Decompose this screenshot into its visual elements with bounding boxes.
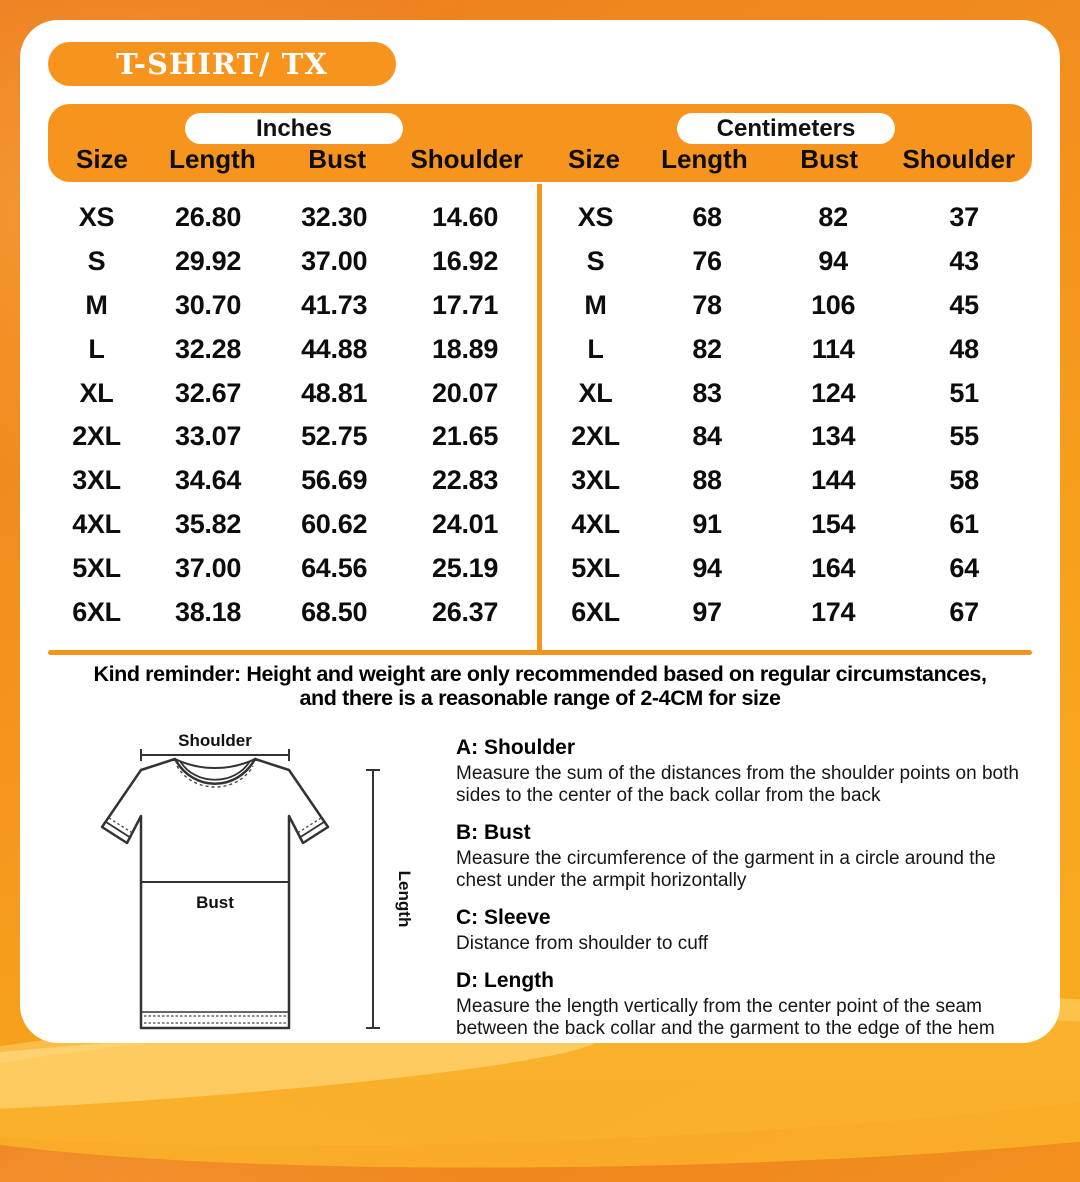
value-cell: 17.71 bbox=[432, 289, 499, 320]
value-cell: 38.18 bbox=[175, 596, 242, 627]
value-cell: 32.30 bbox=[301, 202, 368, 233]
table-row bbox=[547, 503, 1032, 547]
value-cell: 37 bbox=[949, 202, 979, 233]
column-header-shoulder: Shoulder bbox=[410, 144, 524, 174]
value-cell: 18.89 bbox=[432, 333, 499, 364]
value-cell: 33.07 bbox=[175, 421, 242, 452]
table-header-band bbox=[48, 104, 1032, 182]
column-header-size: Size bbox=[567, 144, 621, 174]
value-cell: 78 bbox=[692, 289, 722, 320]
size-cell: 6XL bbox=[571, 596, 620, 627]
size-cell: 2XL bbox=[571, 421, 620, 452]
value-cell: 25.19 bbox=[432, 552, 499, 583]
size-cell: M bbox=[584, 289, 607, 320]
value-cell: 32.67 bbox=[175, 377, 242, 408]
value-cell: 32.28 bbox=[175, 333, 242, 364]
table-row bbox=[547, 371, 1032, 415]
table-row bbox=[547, 546, 1032, 590]
size-cell: 5XL bbox=[72, 552, 121, 583]
value-cell: 67 bbox=[949, 596, 979, 627]
column-header-shoulder: Shoulder bbox=[902, 144, 1016, 174]
size-cell: 3XL bbox=[571, 465, 620, 496]
size-cell: S bbox=[87, 246, 106, 277]
value-cell: 41.73 bbox=[301, 289, 368, 320]
instruction-heading: A: Shoulder bbox=[456, 736, 575, 759]
inches-unit-pill: Inches bbox=[185, 113, 403, 144]
value-cell: 84 bbox=[692, 421, 722, 452]
column-header-bust: Bust bbox=[308, 144, 367, 174]
value-cell: 60.62 bbox=[301, 508, 368, 539]
table-row bbox=[48, 327, 533, 371]
value-cell: 22.83 bbox=[432, 465, 499, 496]
value-cell: 97 bbox=[692, 596, 722, 627]
table-row bbox=[547, 284, 1032, 328]
value-cell: 144 bbox=[811, 465, 856, 496]
inches-header bbox=[48, 104, 540, 182]
value-cell: 83 bbox=[692, 377, 722, 408]
instruction-body: Measure the length vertically from the center point of the seam between the back collar and the garment to the edge of the hem bbox=[456, 996, 995, 1039]
value-cell: 43 bbox=[949, 246, 979, 277]
centimeters-unit-pill: Centimeters bbox=[677, 113, 895, 144]
table-row bbox=[48, 459, 533, 503]
centimeters-table-body bbox=[547, 196, 1032, 634]
page-title: T-SHIRT/ TX bbox=[48, 42, 396, 86]
value-cell: 51 bbox=[949, 377, 979, 408]
value-cell: 58 bbox=[949, 465, 979, 496]
horizontal-divider bbox=[48, 650, 1032, 655]
table-row bbox=[48, 546, 533, 590]
value-cell: 30.70 bbox=[175, 289, 242, 320]
instruction-body: Measure the circumference of the garment in a circle around the chest under the armpit horizontally bbox=[456, 848, 996, 891]
column-header-length: Length bbox=[661, 144, 748, 174]
value-cell: 37.00 bbox=[175, 552, 242, 583]
table-row bbox=[48, 590, 533, 634]
value-cell: 76 bbox=[692, 246, 722, 277]
value-cell: 48 bbox=[949, 333, 979, 364]
instruction-body: Measure the sum of the distances from the shoulder points on both sides to the center of the back collar from the back bbox=[456, 763, 1019, 806]
value-cell: 91 bbox=[692, 508, 722, 539]
size-cell: 4XL bbox=[72, 508, 121, 539]
value-cell: 20.07 bbox=[432, 377, 499, 408]
value-cell: 26.37 bbox=[432, 596, 499, 627]
inches-column-headers bbox=[54, 144, 534, 175]
value-cell: 82 bbox=[818, 202, 848, 233]
value-cell: 106 bbox=[811, 289, 856, 320]
table-row bbox=[547, 459, 1032, 503]
instruction-length bbox=[456, 969, 1022, 1040]
instruction-heading: C: Sleeve bbox=[456, 906, 551, 929]
value-cell: 94 bbox=[692, 552, 722, 583]
value-cell: 44.88 bbox=[301, 333, 368, 364]
centimeters-header bbox=[540, 104, 1032, 182]
size-cell: XL bbox=[79, 377, 114, 408]
value-cell: 114 bbox=[811, 333, 855, 364]
table-row bbox=[547, 415, 1032, 459]
shoulder-label: Shoulder bbox=[178, 731, 252, 750]
instruction-heading: D: Length bbox=[456, 969, 554, 992]
size-cell: XL bbox=[578, 377, 613, 408]
size-cell: 2XL bbox=[72, 421, 121, 452]
size-cell: L bbox=[88, 333, 105, 364]
value-cell: 68 bbox=[692, 202, 722, 233]
table-row bbox=[547, 590, 1032, 634]
tshirt-measurement-diagram bbox=[75, 730, 445, 1052]
value-cell: 174 bbox=[811, 596, 856, 627]
value-cell: 134 bbox=[811, 421, 856, 452]
table-row bbox=[48, 240, 533, 284]
column-header-length: Length bbox=[169, 144, 256, 174]
column-header-size: Size bbox=[75, 144, 129, 174]
table-row bbox=[48, 284, 533, 328]
size-cell: XS bbox=[577, 202, 614, 233]
value-cell: 45 bbox=[949, 289, 979, 320]
length-label: Length bbox=[395, 870, 414, 928]
value-cell: 124 bbox=[811, 377, 856, 408]
value-cell: 88 bbox=[692, 465, 722, 496]
kind-reminder bbox=[20, 662, 1060, 710]
collar-back-line bbox=[175, 759, 255, 768]
instruction-shoulder bbox=[456, 736, 1022, 807]
instruction-sleeve bbox=[456, 906, 1022, 955]
measurement-instructions bbox=[456, 736, 1022, 1054]
value-cell: 16.92 bbox=[432, 246, 499, 277]
value-cell: 64.56 bbox=[301, 552, 368, 583]
table-row bbox=[48, 415, 533, 459]
value-cell: 21.65 bbox=[432, 421, 499, 452]
value-cell: 154 bbox=[811, 508, 856, 539]
value-cell: 34.64 bbox=[175, 465, 242, 496]
bust-label: Bust bbox=[196, 893, 234, 912]
value-cell: 68.50 bbox=[301, 596, 368, 627]
value-cell: 61 bbox=[949, 508, 979, 539]
value-cell: 29.92 bbox=[175, 246, 242, 277]
value-cell: 48.81 bbox=[301, 377, 368, 408]
size-cell: S bbox=[586, 246, 605, 277]
table-row bbox=[48, 371, 533, 415]
size-chart-card bbox=[20, 20, 1060, 1043]
reminder-line-1: Kind reminder: Height and weight are only recommended based on regular circumstances, bbox=[93, 662, 987, 686]
table-row bbox=[547, 196, 1032, 240]
size-cell: M bbox=[85, 289, 108, 320]
table-row bbox=[48, 503, 533, 547]
column-header-bust: Bust bbox=[800, 144, 859, 174]
instruction-heading: B: Bust bbox=[456, 821, 531, 844]
value-cell: 164 bbox=[811, 552, 856, 583]
size-cell: L bbox=[587, 333, 604, 364]
value-cell: 14.60 bbox=[432, 202, 499, 233]
value-cell: 26.80 bbox=[175, 202, 242, 233]
size-cell: XS bbox=[78, 202, 115, 233]
table-row bbox=[547, 240, 1032, 284]
reminder-line-2: and there is a reasonable range of 2-4CM for size bbox=[299, 686, 781, 710]
table-row bbox=[547, 327, 1032, 371]
size-cell: 5XL bbox=[571, 552, 620, 583]
size-cell: 6XL bbox=[72, 596, 121, 627]
size-cell: 3XL bbox=[72, 465, 121, 496]
value-cell: 52.75 bbox=[301, 421, 368, 452]
centimeters-column-headers bbox=[546, 144, 1026, 175]
value-cell: 24.01 bbox=[432, 508, 499, 539]
value-cell: 94 bbox=[818, 246, 848, 277]
instruction-body: Distance from shoulder to cuff bbox=[456, 933, 709, 954]
value-cell: 35.82 bbox=[175, 508, 242, 539]
instruction-bust bbox=[456, 821, 1022, 892]
inches-table-body bbox=[48, 196, 533, 634]
value-cell: 64 bbox=[949, 552, 979, 583]
value-cell: 56.69 bbox=[301, 465, 368, 496]
value-cell: 82 bbox=[692, 333, 722, 364]
vertical-divider bbox=[537, 184, 542, 650]
size-cell: 4XL bbox=[571, 508, 620, 539]
value-cell: 37.00 bbox=[301, 246, 368, 277]
value-cell: 55 bbox=[949, 421, 979, 452]
table-row bbox=[48, 196, 533, 240]
